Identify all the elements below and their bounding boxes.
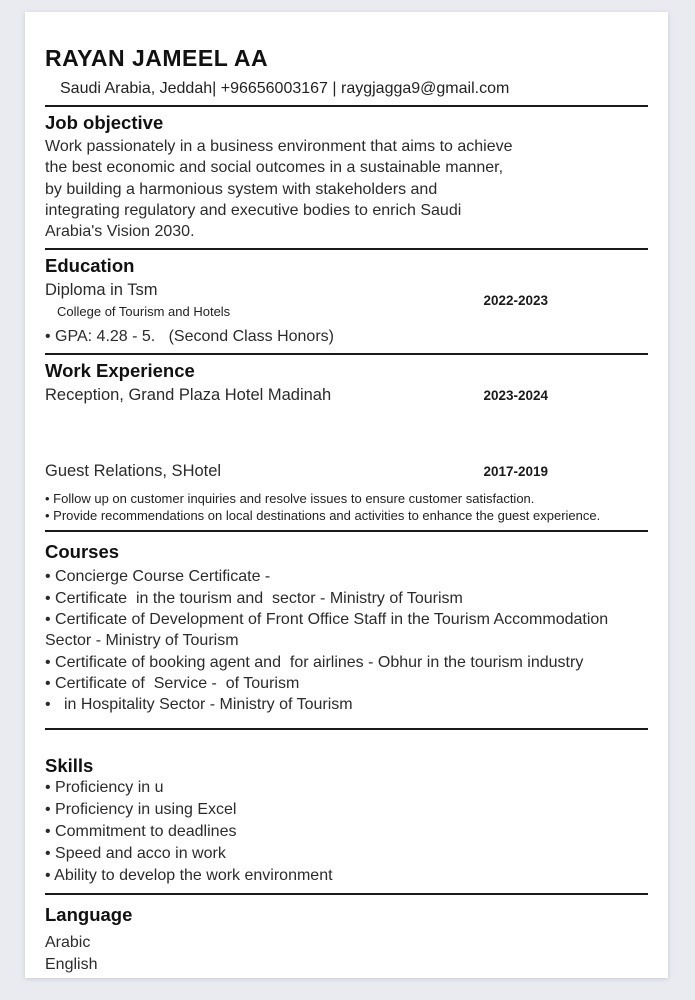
objective-line: Arabia's Vision 2030. [45,223,195,241]
course-item: • in Hospitality Sector - Ministry of Tourism [45,696,353,714]
section-divider [45,353,648,355]
job-title: Reception, Grand Plaza Hotel Madinah [45,386,332,405]
job-title: Guest Relations, SHotel [45,462,222,481]
school-name: College of Tourism and Hotels [57,304,231,320]
objective-line: integrating regulatory and executive bodies to enrich Saudi [45,201,462,219]
language-item: Arabic [45,933,91,951]
courses-heading: Courses [45,541,120,563]
job-bullet: • Follow up on customer inquiries and resolve issues to ensure customer satisfaction. [45,491,535,507]
job-objective-heading: Job objective [45,112,164,133]
job-bullet-list [45,491,648,524]
section-divider [45,530,648,532]
section-skills [45,754,648,887]
contact-line: Saudi Arabia, Jeddah| +96656003167 | raygjagga9@gmail.com [60,80,510,97]
objective-line: the best economic and social outcomes in a sustainable manner, [45,159,504,177]
language-list [45,932,648,976]
gpa-line: • GPA: 4.28 - 5. (Second Class Honors) [45,328,334,346]
section-work-experience [45,359,648,524]
section-gap [45,730,648,750]
skill-item: • Ability to develop the work environment [45,866,333,884]
language-heading: Language [45,903,133,925]
course-item: • Certificate of booking agent and for airlines - Obhur in the tourism industry [45,653,584,671]
section-courses [45,540,648,715]
course-item: • Certificate of Development of Front Office Staff in the Tourism Accommodation Sector - Ministry of Tourism [45,611,613,650]
skill-item: • Speed and acco in work [45,844,226,862]
section-divider [45,893,648,895]
courses-list [45,566,648,715]
resume-page [25,12,668,978]
course-item: • Certificate in the tourism and sector - Ministry of Tourism [45,589,463,607]
job-bullet: • Provide recommendations on local destinations and activities to enhance the guest experience. [45,507,601,523]
course-item: • Certificate of Service - of Tourism [45,674,300,692]
skill-item: • Proficiency in u [45,778,164,796]
section-job-objective [45,111,648,242]
section-language [45,903,648,976]
section-divider [45,248,648,250]
job-entry [45,461,648,482]
skill-item: • Proficiency in using Excel [45,800,237,818]
education-heading: Education [45,255,135,277]
degree-title: Diploma in Tsm [45,281,158,300]
skills-heading: Skills [45,754,94,776]
job-dates: 2023-2024 [483,388,548,404]
job-description-blank [45,406,648,458]
skill-item: • Commitment to deadlines [45,822,237,840]
section-divider [45,105,648,107]
language-item: English [45,955,98,973]
education-entry-left [45,280,230,320]
job-entry [45,385,648,406]
work-experience-heading: Work Experience [45,360,195,382]
objective-line: by building a harmonious system with stakeholders and [45,180,438,198]
education-entry [45,280,648,320]
education-dates: 2022-2023 [483,292,548,308]
resume-name: RAYAN JAMEEL AA [45,45,269,71]
job-objective-text [45,136,648,242]
skills-list [45,777,648,887]
course-item: • Concierge Course Certificate - [45,568,271,586]
section-education [45,254,648,347]
objective-line: Work passionately in a business environment that aims to achieve [45,138,513,155]
job-dates: 2017-2019 [483,464,548,480]
